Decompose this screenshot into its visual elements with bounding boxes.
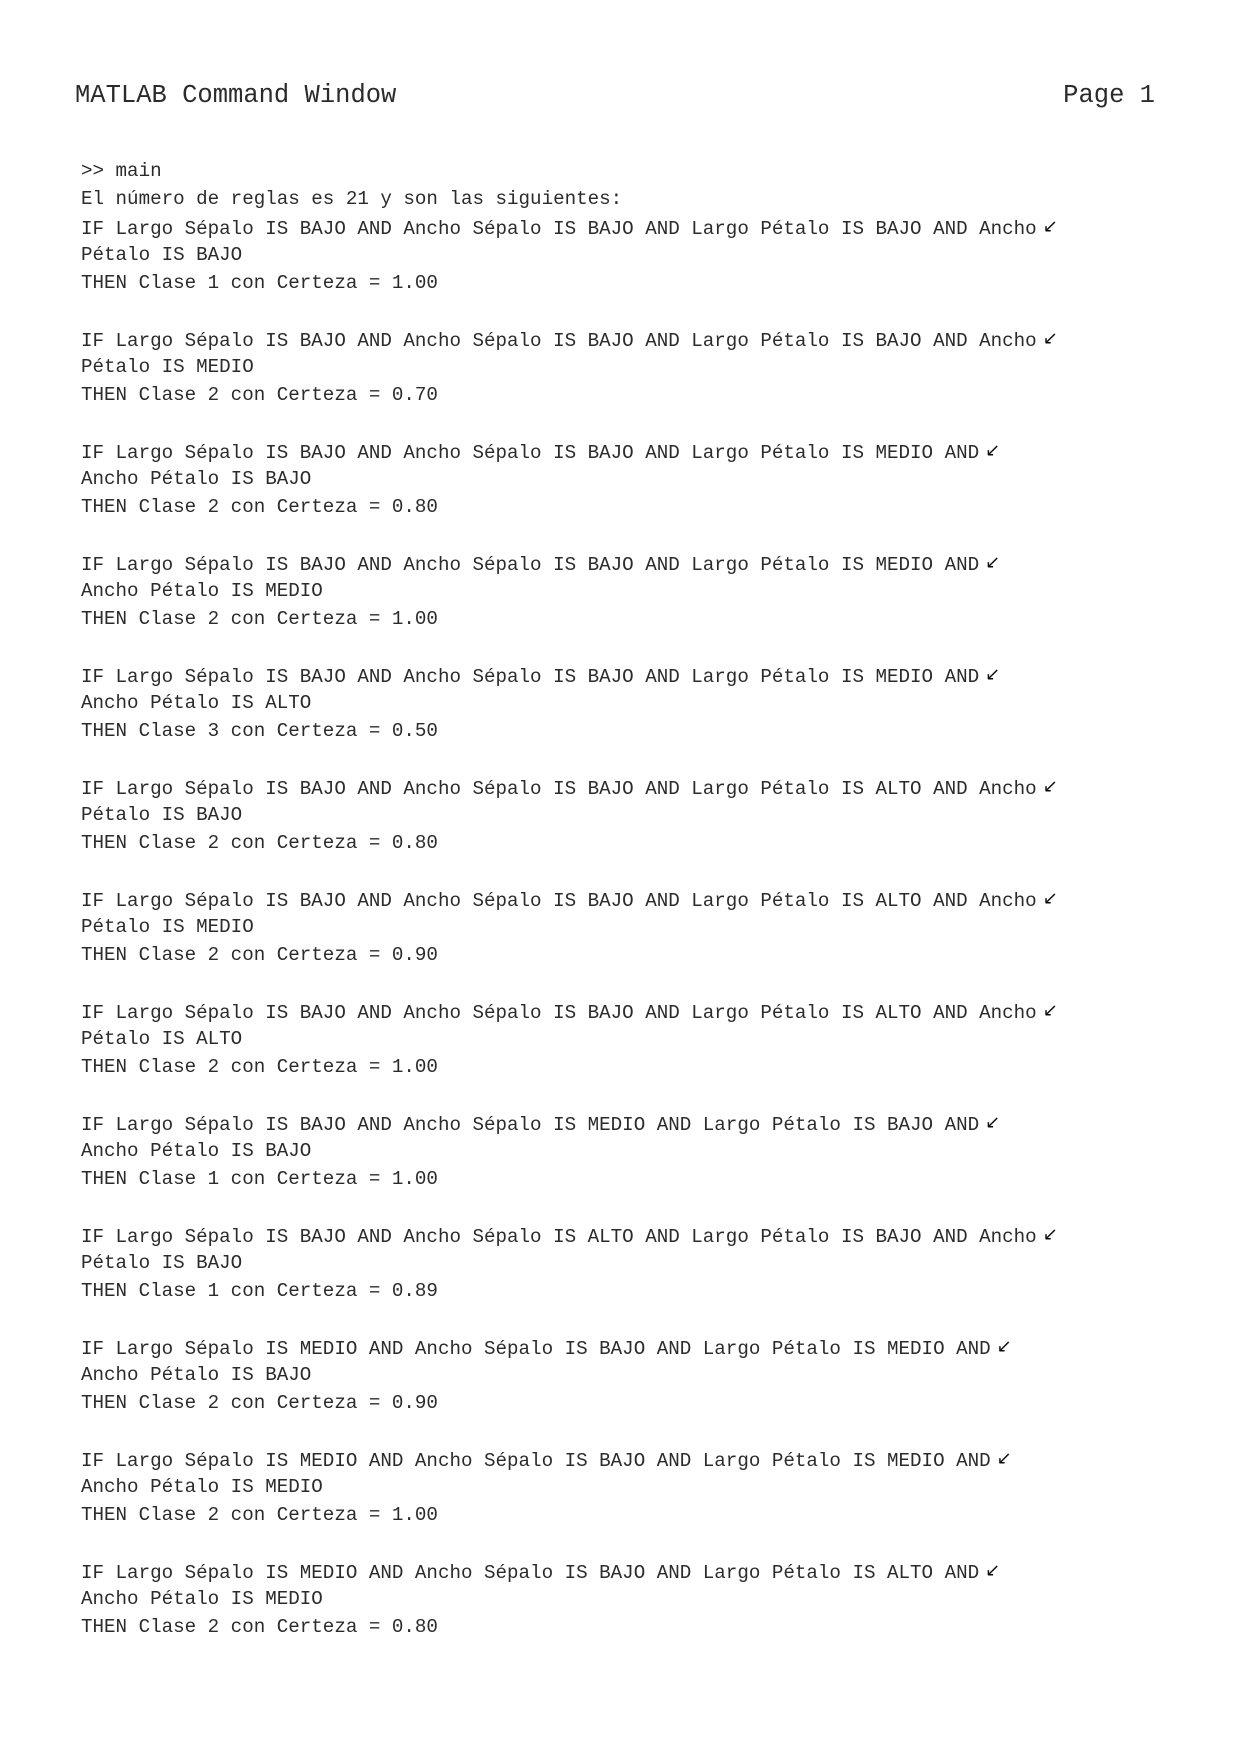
rule-block — [81, 549, 1181, 633]
rule-block — [81, 885, 1181, 969]
rule-condition-text: IF Largo Sépalo IS BAJO AND Ancho Sépalo IS BAJO AND Largo Pétalo IS BAJO AND Ancho — [81, 218, 1037, 240]
rule-consequent-line: THEN Clase 2 con Certeza = 0.90 — [81, 944, 438, 966]
rule-condition-text: IF Largo Sépalo IS MEDIO AND Ancho Sépalo IS BAJO AND Largo Pétalo IS MEDIO AND — [81, 1450, 991, 1472]
rule-consequent-line: THEN Clase 2 con Certeza = 1.00 — [81, 1504, 438, 1526]
rule-condition-line — [81, 437, 1181, 465]
rule-block — [81, 437, 1181, 521]
rule-condition-text: IF Largo Sépalo IS BAJO AND Ancho Sépalo IS BAJO AND Largo Pétalo IS BAJO AND Ancho — [81, 330, 1037, 352]
line-wrap-arrow-icon: ↙ — [1042, 888, 1058, 909]
rule-consequent-line: THEN Clase 2 con Certeza = 1.00 — [81, 1056, 438, 1078]
rule-condition-text: IF Largo Sépalo IS MEDIO AND Ancho Sépalo IS BAJO AND Largo Pétalo IS ALTO AND — [81, 1562, 980, 1584]
rule-condition-continuation: Pétalo IS ALTO — [81, 1028, 243, 1050]
line-wrap-arrow-icon: ↙ — [1042, 1000, 1058, 1021]
rule-consequent-line: THEN Clase 2 con Certeza = 0.90 — [81, 1392, 438, 1414]
rule-condition-continuation: Ancho Pétalo IS MEDIO — [81, 1588, 323, 1610]
page-title: MATLAB Command Window — [75, 81, 397, 110]
rule-consequent-line: THEN Clase 3 con Certeza = 0.50 — [81, 720, 438, 742]
line-wrap-arrow-icon: ↙ — [1042, 216, 1058, 237]
rule-condition-line — [81, 1109, 1181, 1137]
rule-condition-continuation: Ancho Pétalo IS BAJO — [81, 1140, 312, 1162]
line-wrap-arrow-icon: ↙ — [985, 1560, 1001, 1581]
rule-condition-text: IF Largo Sépalo IS BAJO AND Ancho Sépalo IS BAJO AND Largo Pétalo IS MEDIO AND — [81, 666, 980, 688]
rule-condition-continuation: Pétalo IS MEDIO — [81, 916, 254, 938]
rule-condition-text: IF Largo Sépalo IS BAJO AND Ancho Sépalo IS BAJO AND Largo Pétalo IS MEDIO AND — [81, 442, 980, 464]
line-wrap-arrow-icon: ↙ — [985, 440, 1001, 461]
rule-consequent-line: THEN Clase 2 con Certeza = 0.70 — [81, 384, 438, 406]
rule-condition-line — [81, 1221, 1181, 1249]
rule-condition-text: IF Largo Sépalo IS BAJO AND Ancho Sépalo IS MEDIO AND Largo Pétalo IS BAJO AND — [81, 1114, 980, 1136]
rule-condition-text: IF Largo Sépalo IS BAJO AND Ancho Sépalo IS BAJO AND Largo Pétalo IS ALTO AND Ancho — [81, 778, 1037, 800]
rule-block — [81, 325, 1181, 409]
rule-consequent-line: THEN Clase 2 con Certeza = 0.80 — [81, 832, 438, 854]
rule-condition-continuation: Pétalo IS BAJO — [81, 244, 243, 266]
rule-block — [81, 773, 1181, 857]
line-wrap-arrow-icon: ↙ — [996, 1336, 1012, 1357]
rule-condition-line — [81, 773, 1181, 801]
rule-condition-line — [81, 661, 1181, 689]
rule-condition-line — [81, 885, 1181, 913]
line-wrap-arrow-icon: ↙ — [985, 1112, 1001, 1133]
rule-condition-continuation: Ancho Pétalo IS ALTO — [81, 692, 312, 714]
rule-block — [81, 1333, 1181, 1417]
rule-consequent-line: THEN Clase 1 con Certeza = 1.00 — [81, 1168, 438, 1190]
rule-condition-line — [81, 1333, 1181, 1361]
command-output — [81, 157, 1181, 1669]
rule-consequent-line: THEN Clase 2 con Certeza = 0.80 — [81, 496, 438, 518]
line-wrap-arrow-icon: ↙ — [1042, 328, 1058, 349]
rule-condition-continuation: Ancho Pétalo IS MEDIO — [81, 580, 323, 602]
rule-condition-continuation: Ancho Pétalo IS MEDIO — [81, 1476, 323, 1498]
rule-block — [81, 1109, 1181, 1193]
rule-block — [81, 1445, 1181, 1529]
rule-consequent-line: THEN Clase 1 con Certeza = 0.89 — [81, 1280, 438, 1302]
line-wrap-arrow-icon: ↙ — [1042, 776, 1058, 797]
rule-block — [81, 1221, 1181, 1305]
rule-condition-line — [81, 549, 1181, 577]
rule-block — [81, 997, 1181, 1081]
line-wrap-arrow-icon: ↙ — [996, 1448, 1012, 1469]
rule-condition-line — [81, 1445, 1181, 1473]
rule-condition-text: IF Largo Sépalo IS BAJO AND Ancho Sépalo IS BAJO AND Largo Pétalo IS ALTO AND Ancho — [81, 1002, 1037, 1024]
rule-condition-line — [81, 325, 1181, 353]
rule-condition-continuation: Pétalo IS BAJO — [81, 804, 243, 826]
summary-line: El número de reglas es 21 y son las siguientes: — [81, 188, 623, 210]
rules-list — [81, 213, 1181, 1641]
rule-consequent-line: THEN Clase 1 con Certeza = 1.00 — [81, 272, 438, 294]
rule-condition-continuation: Ancho Pétalo IS BAJO — [81, 1364, 312, 1386]
line-wrap-arrow-icon: ↙ — [1042, 1224, 1058, 1245]
rule-condition-continuation: Pétalo IS BAJO — [81, 1252, 243, 1274]
rule-condition-continuation: Ancho Pétalo IS BAJO — [81, 468, 312, 490]
line-wrap-arrow-icon: ↙ — [985, 552, 1001, 573]
command-line: >> main — [81, 160, 162, 182]
page-header — [75, 78, 1155, 114]
rule-block — [81, 1557, 1181, 1641]
rule-condition-text: IF Largo Sépalo IS BAJO AND Ancho Sépalo IS BAJO AND Largo Pétalo IS MEDIO AND — [81, 554, 980, 576]
rule-consequent-line: THEN Clase 2 con Certeza = 1.00 — [81, 608, 438, 630]
rule-block — [81, 661, 1181, 745]
rule-consequent-line: THEN Clase 2 con Certeza = 0.80 — [81, 1616, 438, 1638]
rule-block — [81, 213, 1181, 297]
rule-condition-line — [81, 213, 1181, 241]
rule-condition-text: IF Largo Sépalo IS BAJO AND Ancho Sépalo IS ALTO AND Largo Pétalo IS BAJO AND Ancho — [81, 1226, 1037, 1248]
rule-condition-text: IF Largo Sépalo IS MEDIO AND Ancho Sépalo IS BAJO AND Largo Pétalo IS MEDIO AND — [81, 1338, 991, 1360]
rule-condition-line — [81, 997, 1181, 1025]
rule-condition-continuation: Pétalo IS MEDIO — [81, 356, 254, 378]
rule-condition-line — [81, 1557, 1181, 1585]
line-wrap-arrow-icon: ↙ — [985, 664, 1001, 685]
page-number: Page 1 — [1063, 81, 1155, 110]
rule-condition-text: IF Largo Sépalo IS BAJO AND Ancho Sépalo IS BAJO AND Largo Pétalo IS ALTO AND Ancho — [81, 890, 1037, 912]
